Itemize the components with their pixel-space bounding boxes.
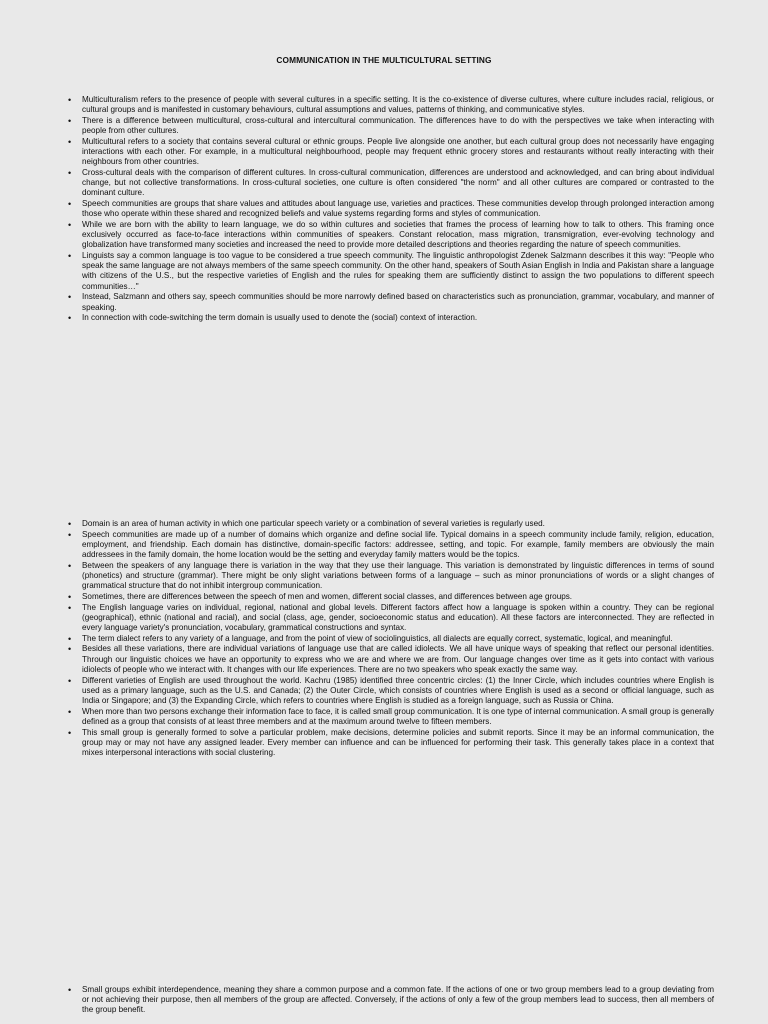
list-item: • Multiculturalism refers to the presence of people with several cultures in a specific setting. It is the co-existence of diverse cultures, where culture includes racial, religious, or cultural groups and is manifested in customary behaviours, cultural assumptions and values, patterns of thinking, and communicative styles. — [68, 95, 714, 115]
list-item: • Speech communities are groups that share values and attitudes about language use, varieties and practices. These communities develop through prolonged interaction among those who operate within these shared and recognized beliefs and value systems regarding forms and styles of communication. — [68, 199, 714, 219]
bullet-list-section-1 — [68, 95, 714, 324]
list-item: • The term dialect refers to any variety of a language, and from the point of view of sociolinguistics, all dialects are equally correct, systematic, logical, and meaningful. — [68, 634, 714, 644]
list-item: • The English language varies on individual, regional, national and global levels. Different factors affect how a language is spoken within a country. They can be regional (geographical), ethnic (national and racial), and social (class, age, gender, socioeconomic status and education). All these factors are interconnected. They are reflected in every language variety's pronunciation, vocabulary, grammatical constructions and syntax. — [68, 603, 714, 634]
list-item: • In connection with code-switching the term domain is usually used to denote the (social) context of interaction. — [68, 313, 714, 323]
list-item: • Cross-cultural deals with the comparison of different cultures. In cross-cultural communication, differences are understood and acknowledged, and can bring about individual change, but not collective transformations. In cross-cultural societies, one culture is often considered "the norm" and all other cultures are compared or contrasted to the dominant culture. — [68, 168, 714, 199]
list-item: • There is a difference between multicultural, cross-cultural and intercultural communication. The differences have to do with the perspectives we take when interacting with people from other cultures. — [68, 116, 714, 136]
list-item: • Different varieties of English are used throughout the world. Kachru (1985) identified three concentric circles: (1) the Inner Circle, which includes countries where English is used as a primary language, such as the U.S. and Canada; (2) the Outer Circle, which consists of countries where English is used as a second or official language, such as India or Singapore; and (3) the Expanding Circle, which refers to countries where English is studied as a foreign language, such as Russia or China. — [68, 676, 714, 707]
list-item: • Between the speakers of any language there is variation in the way that they use their language. This variation is demonstrated by linguistic differences in terms of sound (phonetics) and structure (grammar). There might be only slight variations between forms of a language – such as minor pronunciations of words or a slight changes of grammatical structure that do not inhibit intergroup communication. — [68, 561, 714, 592]
list-item: • While we are born with the ability to learn language, we do so within cultures and societies that frames the process of learning how to talk to others. This framing once exclusively occurred as face-to-face interactions within communities of speakers. Constant relocation, mass migration, transmigration, ever-evolving technology and globalization have transformed many societies and increased the need to provide more detailed descriptions and theories regarding the nature of speech communities. — [68, 220, 714, 251]
list-item: • Besides all these variations, there are individual variations of language use that are called idiolects. We all have unique ways of speaking that reflect our personal identities. Through our linguistic choices we have an opportunity to express who we are and where we are from. Our language changes over time as it gets into contact with various idiolects of people who we interact with. It changes with our life experiences. There are no two speakers who speak exactly the same way. — [68, 644, 714, 675]
page-title: COMMUNICATION IN THE MULTICULTURAL SETTING — [276, 55, 492, 65]
list-item: • Speech communities are made up of a number of domains which organize and define social life. Typical domains in a speech community include family, religion, education, employment, and friendship. Each domain has distinctive, domain-specific factors: addressee, setting, and topic. For example, family members are obviously the main addressees in the family domain, the home location would be the setting and everyday family matters would be the topics. — [68, 530, 714, 561]
list-item: • Domain is an area of human activity in which one particular speech variety or a combination of several varieties is regularly used. — [68, 519, 714, 529]
bullet-list-section-3 — [68, 985, 714, 1016]
list-item: • When more than two persons exchange their information face to face, it is called small group communication. It is one type of internal communication. A small group is generally defined as a group that consists of at least three members and at the maximum around twelve to fifteen members. — [68, 707, 714, 727]
list-item: • Sometimes, there are differences between the speech of men and women, different social classes, and differences between age groups. — [68, 592, 714, 602]
list-item: • This small group is generally formed to solve a particular problem, make decisions, determine policies and submit reports. Since it may be an informal communication, the group may or may not have any assigned leader. Every member can influence and can be influenced for performing their task. This generally takes place in a context that mixes interpersonal interactions with social clustering. — [68, 728, 714, 759]
list-item: • Linguists say a common language is too vague to be considered a true speech community. The linguistic anthropologist Zdenek Salzmann describes it this way: "People who speak the same language are not always members of the same speech community. On the other hand, speakers of South Asian English in India and Pakistan share a language with citizens of the U.S., but the respective varieties of English and the rules for speaking them are sufficiently distinct to assign the two populations to different speech communities…" — [68, 251, 714, 292]
list-item: • Multicultural refers to a society that contains several cultural or ethnic groups. People live alongside one another, but each cultural group does not necessarily have engaging interactions with each other. For example, in a multicultural neighbourhood, people may frequent ethnic grocery stores and restaurants without really interacting with their neighbours from other countries. — [68, 137, 714, 168]
list-item: • Instead, Salzmann and others say, speech communities should be more narrowly defined based on characteristics such as pronunciation, grammar, vocabulary, and manner of speaking. — [68, 292, 714, 312]
bullet-list-section-2 — [68, 519, 714, 759]
list-item: • Small groups exhibit interdependence, meaning they share a common purpose and a common fate. If the actions of one or two group members lead to a group deviating from or not achieving their purpose, then all members of the group are affected. Conversely, if the actions of only a few of the group members lead to success, then all members of the group benefit. — [68, 985, 714, 1016]
